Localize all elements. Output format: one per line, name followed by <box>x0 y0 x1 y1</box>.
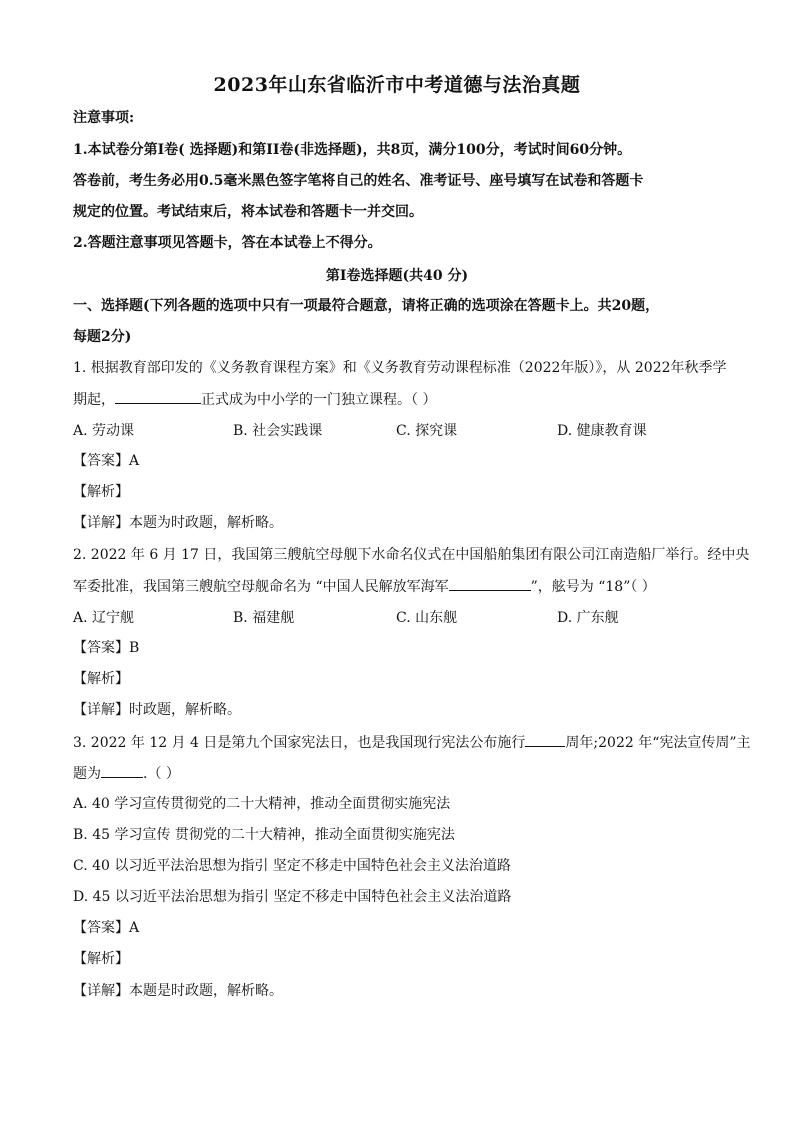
notice-heading: 注意事项: <box>73 110 135 126</box>
q1-stem-prefix: 期起， <box>73 392 115 408</box>
q2-analysis: 【解析】 <box>73 671 129 687</box>
q1-blank <box>115 389 201 404</box>
section-title: 第I卷选择题(共40 分) <box>325 268 469 284</box>
q3-answer: 【答案】A <box>73 920 140 936</box>
q1-option-b: B. 社会实践课 <box>233 423 323 439</box>
q1-option-d: D. 健康教育课 <box>557 423 647 439</box>
q2-answer: 【答案】B <box>73 640 140 656</box>
notice-line-4: 2.答题注意事项见答题卡，答在本试卷上不得分。 <box>73 235 382 251</box>
q3-detail: 【详解】本题是时政题，解析略。 <box>73 983 283 999</box>
notice-line-2: 答卷前，考生务必用0.5毫米黑色签字笔将自己的姓名、准考证号、座号填写在试卷和答题卡 <box>73 173 644 189</box>
section-instruction-2: 每题2分) <box>73 329 132 345</box>
q3-stem-line-2 <box>73 763 723 784</box>
q3-stem-line2-prefix: 题为 <box>73 766 101 782</box>
q3-option-c: C. 40 以习近平法治思想为指引 坚定不移走中国特色社会主义法治道路 <box>73 858 511 874</box>
notice-line-1: 1.本试卷分第I卷( 选择题)和第II卷(非选择题)，共8页，满分100分，考试时间60分钟。 <box>73 142 632 158</box>
q1-option-a: A. 劳动课 <box>73 423 135 439</box>
q2-option-b: B. 福建舰 <box>233 610 295 626</box>
q3-option-d: D. 45 以习近平法治思想为指引 坚定不移走中国特色社会主义法治道路 <box>73 889 512 905</box>
q3-analysis: 【解析】 <box>73 951 129 967</box>
q3-stem-middle: 周年;2022 年“宪法宣传周”主 <box>565 735 751 751</box>
q2-blank <box>449 576 531 591</box>
q2-detail: 【详解】时政题，解析略。 <box>73 702 241 718</box>
q1-answer: 【答案】A <box>73 453 140 469</box>
q2-stem-suffix: ”，舷号为 “18”（ ） <box>530 579 656 595</box>
q2-stem-line-1: 2. 2022 年 6 月 17 日，我国第三艘航空母舰下水命名仪式在中国船舶集团有限公司江南造船厂举行。经中央 <box>73 547 750 563</box>
q1-analysis: 【解析】 <box>73 484 129 500</box>
q3-stem-prefix: 3. 2022 年 12 月 4 日是第九个国家宪法日，也是我国现行宪法公布施行 <box>73 735 526 751</box>
page-title: 2023年山东省临沂市中考道德与法治真题 <box>213 74 581 96</box>
q3-option-b: B. 45 学习宣传 贯彻党的二十大精神，推动全面贯彻实施宪法 <box>73 827 455 843</box>
section-instruction-1: 一、选择题(下列各题的选项中只有一项最符合题意，请将正确的选项涂在答题卡上。共20题， <box>73 298 660 314</box>
q1-stem-suffix: 正式成为中小学的一门独立课程。（ ） <box>201 392 437 408</box>
q3-blank-2 <box>101 763 143 778</box>
q2-option-d: D. 广东舰 <box>557 610 619 626</box>
q1-option-c: C. 探究课 <box>396 423 458 439</box>
q2-option-a: A. 辽宁舰 <box>73 610 135 626</box>
q2-option-c: C. 山东舰 <box>396 610 458 626</box>
notice-line-3: 规定的位置。考试结束后，将本试卷和答题卡一并交回。 <box>73 204 423 220</box>
q2-stem-line-2 <box>73 576 723 597</box>
q3-stem-line-1 <box>73 732 751 753</box>
q1-stem-line-1: 1. 根据教育部印发的《义务教育课程方案》和《义务教育劳动课程标准（2022年版）》，从 2022年秋季学 <box>73 360 727 376</box>
q1-detail: 【详解】本题为时政题，解析略。 <box>73 515 283 531</box>
q3-option-a: A. 40 学习宣传贯彻党的二十大精神，推动全面贯彻实施宪法 <box>73 796 451 812</box>
q1-stem-line-2 <box>73 389 723 410</box>
q3-blank-1 <box>525 732 565 747</box>
q2-stem-prefix: 军委批准，我国第三艘航空母舰命名为 “中国人民解放军海军 <box>73 579 449 595</box>
q3-stem-line2-suffix: .（ ） <box>143 766 180 782</box>
